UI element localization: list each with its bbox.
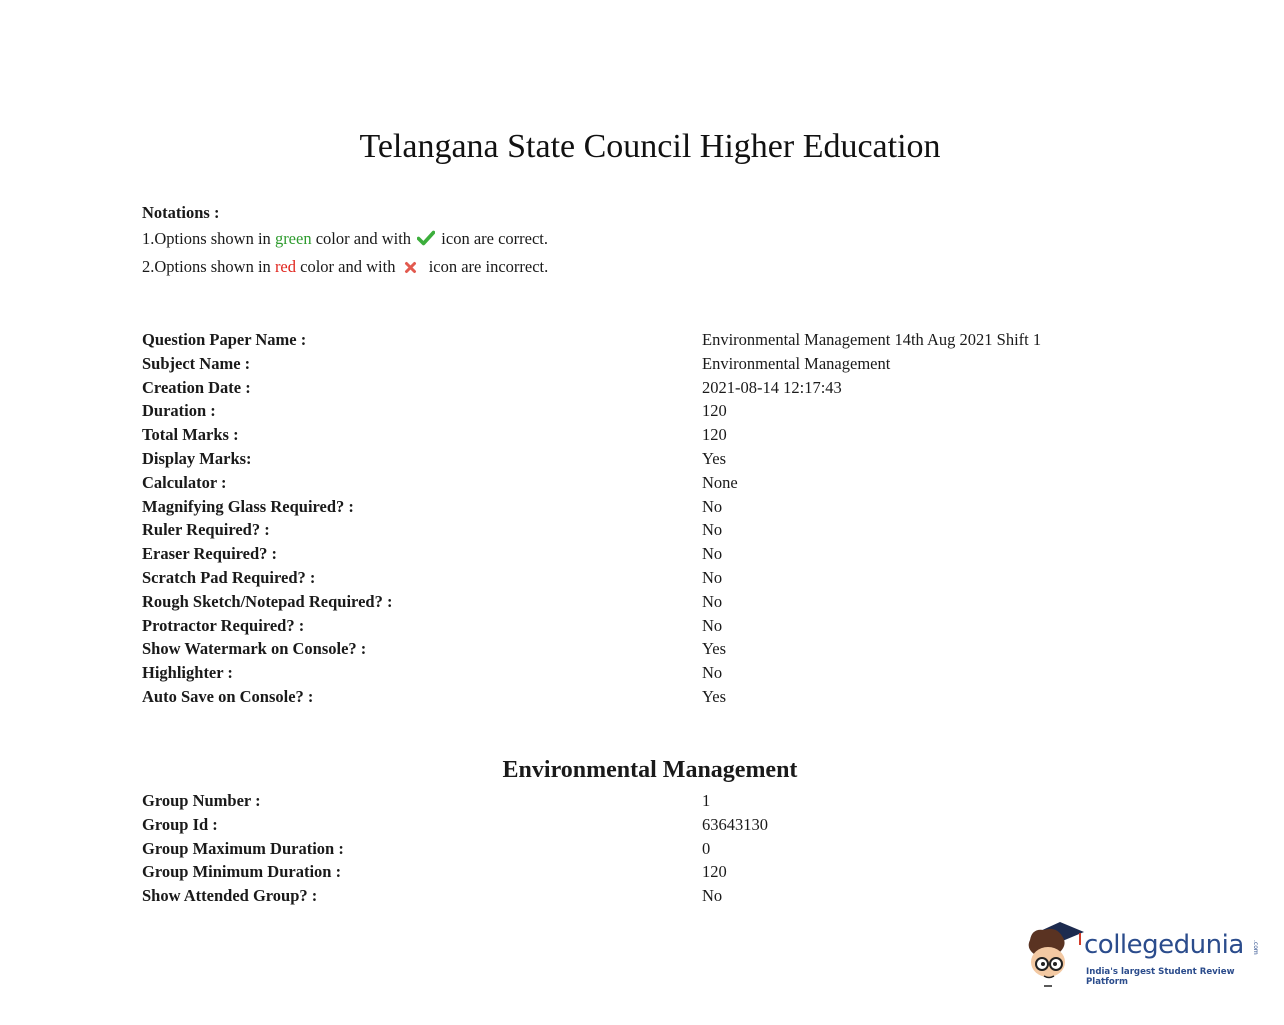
info-row <box>142 614 1142 638</box>
info-row <box>142 542 1142 566</box>
info-value: Yes <box>702 448 727 468</box>
notation-correct <box>142 226 548 254</box>
group-label: Group Number : <box>142 791 261 810</box>
group-row <box>142 860 1142 884</box>
notation-text: icon are incorrect. <box>424 257 549 276</box>
info-label: Scratch Pad Required? : <box>142 567 316 587</box>
notation-text: color and with <box>296 257 400 276</box>
info-row <box>142 637 1142 661</box>
logo-tagline: India's largest Student Review Platform <box>1086 967 1235 987</box>
notation-text: 1.Options shown in <box>142 229 275 248</box>
info-label: Duration : <box>142 401 216 421</box>
info-value: 120 <box>702 401 727 421</box>
info-label: Auto Save on Console? : <box>142 686 314 706</box>
info-value: Environmental Management <box>702 353 891 373</box>
info-label: Show Watermark on Console? : <box>142 639 367 659</box>
info-value: 2021-08-14 12:17:43 <box>702 377 842 397</box>
notation-text: color and with <box>311 229 416 248</box>
notation-text: icon are correct. <box>437 229 548 248</box>
group-label: Group Minimum Duration : <box>142 862 342 882</box>
group-row <box>142 789 1142 813</box>
group-row <box>142 884 1142 908</box>
info-row <box>142 471 1142 495</box>
info-row <box>142 447 1142 471</box>
green-word: green <box>274 229 312 248</box>
check-icon <box>417 228 435 254</box>
info-value: No <box>702 520 723 540</box>
info-label: Highlighter : <box>142 663 233 683</box>
logo-suffix: .com <box>1252 940 1259 955</box>
info-row <box>142 590 1142 614</box>
group-value: 120 <box>702 862 727 882</box>
group-info-table <box>142 789 1142 908</box>
info-value: No <box>702 591 723 611</box>
cross-icon <box>404 256 417 282</box>
notation-incorrect <box>142 254 548 282</box>
notations-heading: Notations : <box>142 203 220 222</box>
info-label: Total Marks : <box>142 425 239 445</box>
info-row <box>142 661 1142 685</box>
info-value: No <box>702 496 723 516</box>
info-label: Protractor Required? : <box>142 615 305 635</box>
group-value: No <box>702 886 723 906</box>
info-value: No <box>702 663 723 683</box>
info-label: Ruler Required? : <box>142 520 270 540</box>
page-title: Telangana State Council Higher Education <box>359 128 941 165</box>
logo-brand: collegedunia <box>1084 930 1244 960</box>
info-value: None <box>702 472 738 492</box>
info-row <box>142 495 1142 519</box>
mascot-icon <box>1022 918 1086 990</box>
group-value: 63643130 <box>702 814 768 834</box>
info-row <box>142 376 1142 400</box>
group-value: 0 <box>702 838 711 858</box>
collegedunia-logo <box>1022 918 1262 990</box>
group-label: Show Attended Group? : <box>142 886 318 906</box>
group-label: Group Maximum Duration : <box>142 838 344 858</box>
info-row <box>142 423 1142 447</box>
info-value: No <box>702 615 723 635</box>
info-row <box>142 328 1142 352</box>
info-label: Eraser Required? : <box>142 544 278 564</box>
red-word: red <box>274 257 297 276</box>
group-row <box>142 837 1142 861</box>
info-label: Calculator : <box>142 472 227 492</box>
section-title: Environmental Management <box>502 757 798 783</box>
paper-info-table <box>142 328 1142 709</box>
info-value: Environmental Management 14th Aug 2021 Shift 1 <box>702 330 1042 349</box>
group-row <box>142 813 1142 837</box>
info-row <box>142 518 1142 542</box>
info-label: Display Marks: <box>142 448 252 468</box>
info-label: Subject Name : <box>142 353 251 373</box>
info-value: 120 <box>702 425 727 445</box>
info-row <box>142 566 1142 590</box>
group-label: Group Id : <box>142 814 218 834</box>
info-value: No <box>702 567 723 587</box>
info-row <box>142 399 1142 423</box>
notations <box>142 200 548 282</box>
info-label: Question Paper Name : <box>142 330 307 349</box>
info-row <box>142 685 1142 709</box>
info-label: Rough Sketch/Notepad Required? : <box>142 591 393 611</box>
group-value: 1 <box>702 791 711 810</box>
notation-text: 2.Options shown in <box>142 257 275 276</box>
info-label: Magnifying Glass Required? : <box>142 496 354 516</box>
info-value: No <box>702 544 723 564</box>
info-row <box>142 352 1142 376</box>
info-value: Yes <box>702 639 727 659</box>
info-value: Yes <box>702 686 727 706</box>
info-label: Creation Date : <box>142 377 251 397</box>
